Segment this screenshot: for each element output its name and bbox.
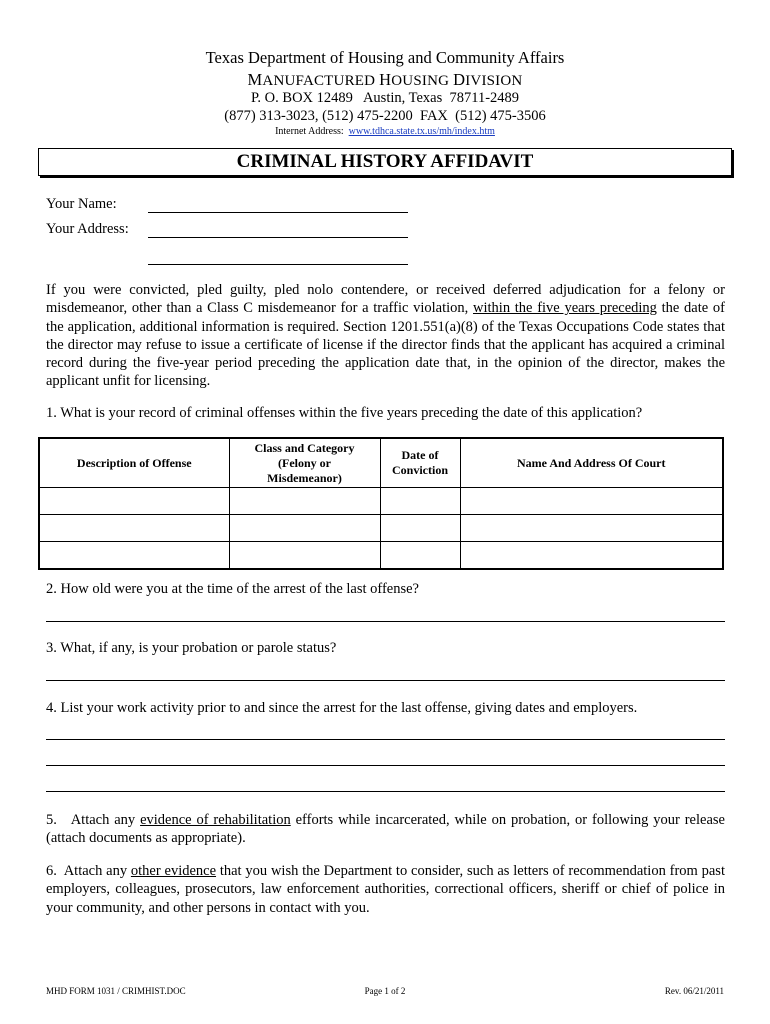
name-label: Your Name: — [46, 196, 117, 212]
cell-date[interactable] — [380, 488, 460, 515]
footer-page-number: Page 1 of 2 — [364, 986, 406, 996]
other-evidence: other evidence — [130, 863, 217, 879]
division-name: MANUFACTURED HOUSING DIVISION — [247, 70, 523, 89]
cell-description[interactable] — [39, 488, 229, 515]
question-3: 3. What, if any, is your probation or parole status? — [46, 640, 337, 656]
question-2: 2. How old were you at the time of the arrest of the last offense? — [46, 581, 419, 597]
cell-date[interactable] — [380, 515, 460, 542]
website-link[interactable]: www.tdhca.state.tx.us/mh/index.htm — [348, 126, 495, 137]
mailing-address: P. O. BOX 12489 Austin, Texas 78711-2489 — [250, 90, 520, 106]
intro-paragraph: If you were convicted, pled guilty, pled nolo contendere, or received deferred adjudication for a felony or misdemeanor, other than a Class C misdemeanor for a traffic violation, within the five years preceding the date of the application, additional information is required. Section 1201.551(a)(8) of the Texas Occupations Code states that the director may refuse to issue a certificate of license if the director finds that the applicant has acquired a criminal record during the five-year period preceding the application date that, in the opinion of the director, makes the applicant unfit for licensing. — [46, 282, 725, 390]
cell-class[interactable] — [229, 515, 380, 542]
answer-line-q3[interactable] — [46, 680, 725, 681]
address-field-line1[interactable] — [148, 237, 408, 238]
cell-court[interactable] — [460, 515, 723, 542]
cell-description[interactable] — [39, 542, 229, 570]
cell-date[interactable] — [380, 542, 460, 570]
header-class-category: Class and Category (Felony or Misdemeanor) — [229, 438, 380, 488]
table-row — [39, 488, 723, 515]
table-row — [39, 542, 723, 570]
table-header-row — [39, 438, 723, 488]
question-1: 1. What is your record of criminal offenses within the five years preceding the date of this application? — [46, 405, 643, 421]
form-title: CRIMINAL HISTORY AFFIDAVIT — [38, 148, 732, 176]
table-row — [39, 515, 723, 542]
cell-court[interactable] — [460, 488, 723, 515]
internet-address: Internet Address: www.tdhca.state.tx.us/mh/index.htm — [275, 126, 495, 137]
answer-line-q4[interactable] — [46, 791, 725, 792]
answer-line-q4[interactable] — [46, 739, 725, 740]
evidence-of-rehabilitation: evidence of rehabilitation — [140, 812, 291, 828]
cell-class[interactable] — [229, 542, 380, 570]
address-field-line2[interactable] — [148, 264, 408, 265]
footer-revision: Rev. 06/21/2011 — [664, 986, 724, 996]
header-description: Description of Offense — [39, 438, 229, 488]
question-5: 5. Attach any evidence of rehabilitation efforts while incarcerated, while on probation, or following your release (attach documents as appropriate). — [46, 812, 725, 847]
cell-class[interactable] — [229, 488, 380, 515]
agency-name: Texas Department of Housing and Community Affairs — [205, 48, 565, 67]
header-date-of-conviction: Date of Conviction — [380, 438, 460, 488]
footer-form-id: MHD FORM 1031 / CRIMHIST.DOC — [46, 986, 186, 996]
question-6: 6. Attach any other evidence that you wish the Department to consider, such as letters of recommendation from past employers, colleagues, prosecutors, law enforcement authorities, correctional officers, sheriff or chief of police in your community, and other persons in contact with you. — [46, 863, 725, 916]
cell-description[interactable] — [39, 515, 229, 542]
answer-line-q4[interactable] — [46, 765, 725, 766]
question-4: 4. List your work activity prior to and since the arrest for the last offense, giving dates and employers. — [46, 700, 638, 716]
cell-court[interactable] — [460, 542, 723, 570]
header-court: Name And Address Of Court — [460, 438, 723, 488]
name-field[interactable] — [148, 212, 408, 213]
answer-line-q2[interactable] — [46, 621, 725, 622]
phone-numbers: (877) 313-3023, (512) 475-2200 FAX (512) 475-3506 — [224, 108, 546, 124]
address-label: Your Address: — [46, 221, 129, 237]
offense-table — [38, 437, 724, 570]
